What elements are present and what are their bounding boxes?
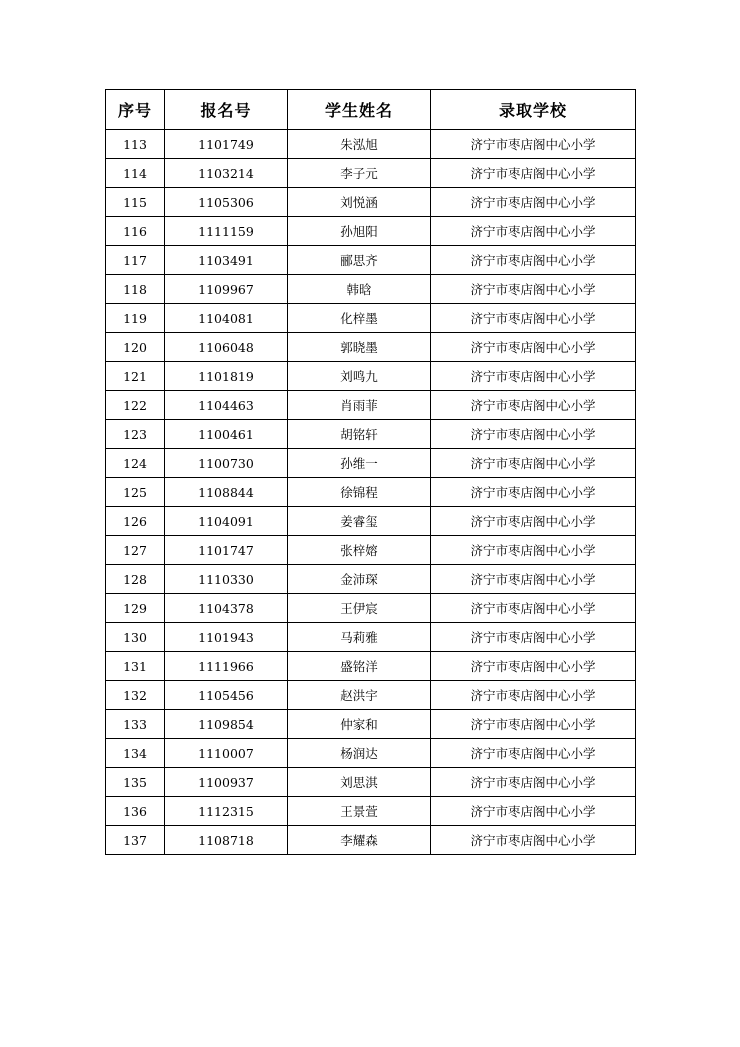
cell-seq: 120 bbox=[106, 333, 165, 362]
cell-student-name: 郭晓墨 bbox=[288, 333, 431, 362]
cell-student-name: 王伊宸 bbox=[288, 594, 431, 623]
cell-student-name: 孙旭阳 bbox=[288, 217, 431, 246]
table-row bbox=[106, 739, 636, 768]
table-row bbox=[106, 768, 636, 797]
cell-school: 济宁市枣店阁中心小学 bbox=[431, 362, 636, 391]
cell-seq: 132 bbox=[106, 681, 165, 710]
cell-reg-no: 1100937 bbox=[165, 768, 288, 797]
cell-reg-no: 1106048 bbox=[165, 333, 288, 362]
cell-reg-no: 1111159 bbox=[165, 217, 288, 246]
cell-student-name: 金沛琛 bbox=[288, 565, 431, 594]
table-row bbox=[106, 275, 636, 304]
cell-student-name: 肖雨菲 bbox=[288, 391, 431, 420]
cell-reg-no: 1110330 bbox=[165, 565, 288, 594]
table-row bbox=[106, 159, 636, 188]
cell-seq: 115 bbox=[106, 188, 165, 217]
cell-student-name: 刘鸣九 bbox=[288, 362, 431, 391]
cell-school: 济宁市枣店阁中心小学 bbox=[431, 304, 636, 333]
cell-reg-no: 1109967 bbox=[165, 275, 288, 304]
cell-student-name: 徐锦程 bbox=[288, 478, 431, 507]
cell-school: 济宁市枣店阁中心小学 bbox=[431, 768, 636, 797]
header-seq: 序号 bbox=[106, 90, 165, 130]
cell-reg-no: 1101943 bbox=[165, 623, 288, 652]
cell-seq: 129 bbox=[106, 594, 165, 623]
cell-student-name: 刘悦涵 bbox=[288, 188, 431, 217]
cell-reg-no: 1104463 bbox=[165, 391, 288, 420]
admission-table bbox=[105, 89, 636, 855]
cell-school: 济宁市枣店阁中心小学 bbox=[431, 739, 636, 768]
cell-school: 济宁市枣店阁中心小学 bbox=[431, 536, 636, 565]
cell-seq: 113 bbox=[106, 130, 165, 159]
table-row bbox=[106, 594, 636, 623]
cell-student-name: 郦思齐 bbox=[288, 246, 431, 275]
cell-school: 济宁市枣店阁中心小学 bbox=[431, 333, 636, 362]
table-row bbox=[106, 478, 636, 507]
cell-reg-no: 1109854 bbox=[165, 710, 288, 739]
cell-reg-no: 1108844 bbox=[165, 478, 288, 507]
table-row bbox=[106, 246, 636, 275]
cell-student-name: 姜睿玺 bbox=[288, 507, 431, 536]
cell-reg-no: 1104378 bbox=[165, 594, 288, 623]
cell-reg-no: 1103214 bbox=[165, 159, 288, 188]
cell-seq: 116 bbox=[106, 217, 165, 246]
cell-student-name: 李子元 bbox=[288, 159, 431, 188]
cell-reg-no: 1101749 bbox=[165, 130, 288, 159]
table-row bbox=[106, 565, 636, 594]
cell-school: 济宁市枣店阁中心小学 bbox=[431, 652, 636, 681]
cell-student-name: 赵洪宇 bbox=[288, 681, 431, 710]
cell-school: 济宁市枣店阁中心小学 bbox=[431, 797, 636, 826]
table-row bbox=[106, 710, 636, 739]
cell-school: 济宁市枣店阁中心小学 bbox=[431, 275, 636, 304]
cell-reg-no: 1104081 bbox=[165, 304, 288, 333]
header-reg-no: 报名号 bbox=[165, 90, 288, 130]
cell-seq: 131 bbox=[106, 652, 165, 681]
cell-school: 济宁市枣店阁中心小学 bbox=[431, 159, 636, 188]
cell-reg-no: 1108718 bbox=[165, 826, 288, 855]
cell-seq: 125 bbox=[106, 478, 165, 507]
table-row bbox=[106, 623, 636, 652]
table-row bbox=[106, 536, 636, 565]
cell-reg-no: 1104091 bbox=[165, 507, 288, 536]
cell-student-name: 马莉雅 bbox=[288, 623, 431, 652]
cell-school: 济宁市枣店阁中心小学 bbox=[431, 391, 636, 420]
cell-reg-no: 1105456 bbox=[165, 681, 288, 710]
cell-student-name: 王景萱 bbox=[288, 797, 431, 826]
cell-school: 济宁市枣店阁中心小学 bbox=[431, 623, 636, 652]
cell-seq: 122 bbox=[106, 391, 165, 420]
cell-school: 济宁市枣店阁中心小学 bbox=[431, 246, 636, 275]
cell-student-name: 化梓墨 bbox=[288, 304, 431, 333]
cell-student-name: 仲家和 bbox=[288, 710, 431, 739]
header-school: 录取学校 bbox=[431, 90, 636, 130]
table-row bbox=[106, 188, 636, 217]
cell-seq: 126 bbox=[106, 507, 165, 536]
cell-seq: 135 bbox=[106, 768, 165, 797]
table-row bbox=[106, 391, 636, 420]
cell-school: 济宁市枣店阁中心小学 bbox=[431, 681, 636, 710]
cell-seq: 133 bbox=[106, 710, 165, 739]
cell-student-name: 胡铭轩 bbox=[288, 420, 431, 449]
cell-seq: 124 bbox=[106, 449, 165, 478]
cell-seq: 121 bbox=[106, 362, 165, 391]
header-row bbox=[106, 90, 636, 130]
cell-seq: 128 bbox=[106, 565, 165, 594]
table-row bbox=[106, 797, 636, 826]
cell-seq: 127 bbox=[106, 536, 165, 565]
cell-school: 济宁市枣店阁中心小学 bbox=[431, 188, 636, 217]
cell-seq: 136 bbox=[106, 797, 165, 826]
cell-student-name: 韩晗 bbox=[288, 275, 431, 304]
cell-school: 济宁市枣店阁中心小学 bbox=[431, 130, 636, 159]
cell-school: 济宁市枣店阁中心小学 bbox=[431, 594, 636, 623]
table-row bbox=[106, 130, 636, 159]
cell-school: 济宁市枣店阁中心小学 bbox=[431, 420, 636, 449]
table-row bbox=[106, 681, 636, 710]
table-row bbox=[106, 507, 636, 536]
cell-student-name: 朱泓旭 bbox=[288, 130, 431, 159]
cell-reg-no: 1100461 bbox=[165, 420, 288, 449]
table-row bbox=[106, 362, 636, 391]
cell-student-name: 刘思淇 bbox=[288, 768, 431, 797]
cell-seq: 130 bbox=[106, 623, 165, 652]
cell-school: 济宁市枣店阁中心小学 bbox=[431, 710, 636, 739]
cell-seq: 137 bbox=[106, 826, 165, 855]
table-row bbox=[106, 826, 636, 855]
table-row bbox=[106, 420, 636, 449]
table-header bbox=[106, 90, 636, 130]
cell-student-name: 李耀森 bbox=[288, 826, 431, 855]
table-row bbox=[106, 449, 636, 478]
cell-reg-no: 1103491 bbox=[165, 246, 288, 275]
header-student-name: 学生姓名 bbox=[288, 90, 431, 130]
cell-reg-no: 1112315 bbox=[165, 797, 288, 826]
cell-student-name: 盛铭洋 bbox=[288, 652, 431, 681]
cell-seq: 117 bbox=[106, 246, 165, 275]
cell-school: 济宁市枣店阁中心小学 bbox=[431, 507, 636, 536]
cell-school: 济宁市枣店阁中心小学 bbox=[431, 449, 636, 478]
cell-seq: 118 bbox=[106, 275, 165, 304]
cell-school: 济宁市枣店阁中心小学 bbox=[431, 478, 636, 507]
cell-student-name: 张梓嫆 bbox=[288, 536, 431, 565]
cell-reg-no: 1101747 bbox=[165, 536, 288, 565]
cell-seq: 119 bbox=[106, 304, 165, 333]
cell-school: 济宁市枣店阁中心小学 bbox=[431, 217, 636, 246]
cell-school: 济宁市枣店阁中心小学 bbox=[431, 565, 636, 594]
cell-reg-no: 1105306 bbox=[165, 188, 288, 217]
table-row bbox=[106, 304, 636, 333]
cell-reg-no: 1110007 bbox=[165, 739, 288, 768]
cell-reg-no: 1111966 bbox=[165, 652, 288, 681]
cell-reg-no: 1100730 bbox=[165, 449, 288, 478]
cell-seq: 123 bbox=[106, 420, 165, 449]
table-row bbox=[106, 333, 636, 362]
cell-seq: 114 bbox=[106, 159, 165, 188]
cell-student-name: 孙维一 bbox=[288, 449, 431, 478]
cell-seq: 134 bbox=[106, 739, 165, 768]
cell-school: 济宁市枣店阁中心小学 bbox=[431, 826, 636, 855]
table-body bbox=[106, 130, 636, 855]
cell-reg-no: 1101819 bbox=[165, 362, 288, 391]
table-row bbox=[106, 217, 636, 246]
table-row bbox=[106, 652, 636, 681]
cell-student-name: 杨润达 bbox=[288, 739, 431, 768]
